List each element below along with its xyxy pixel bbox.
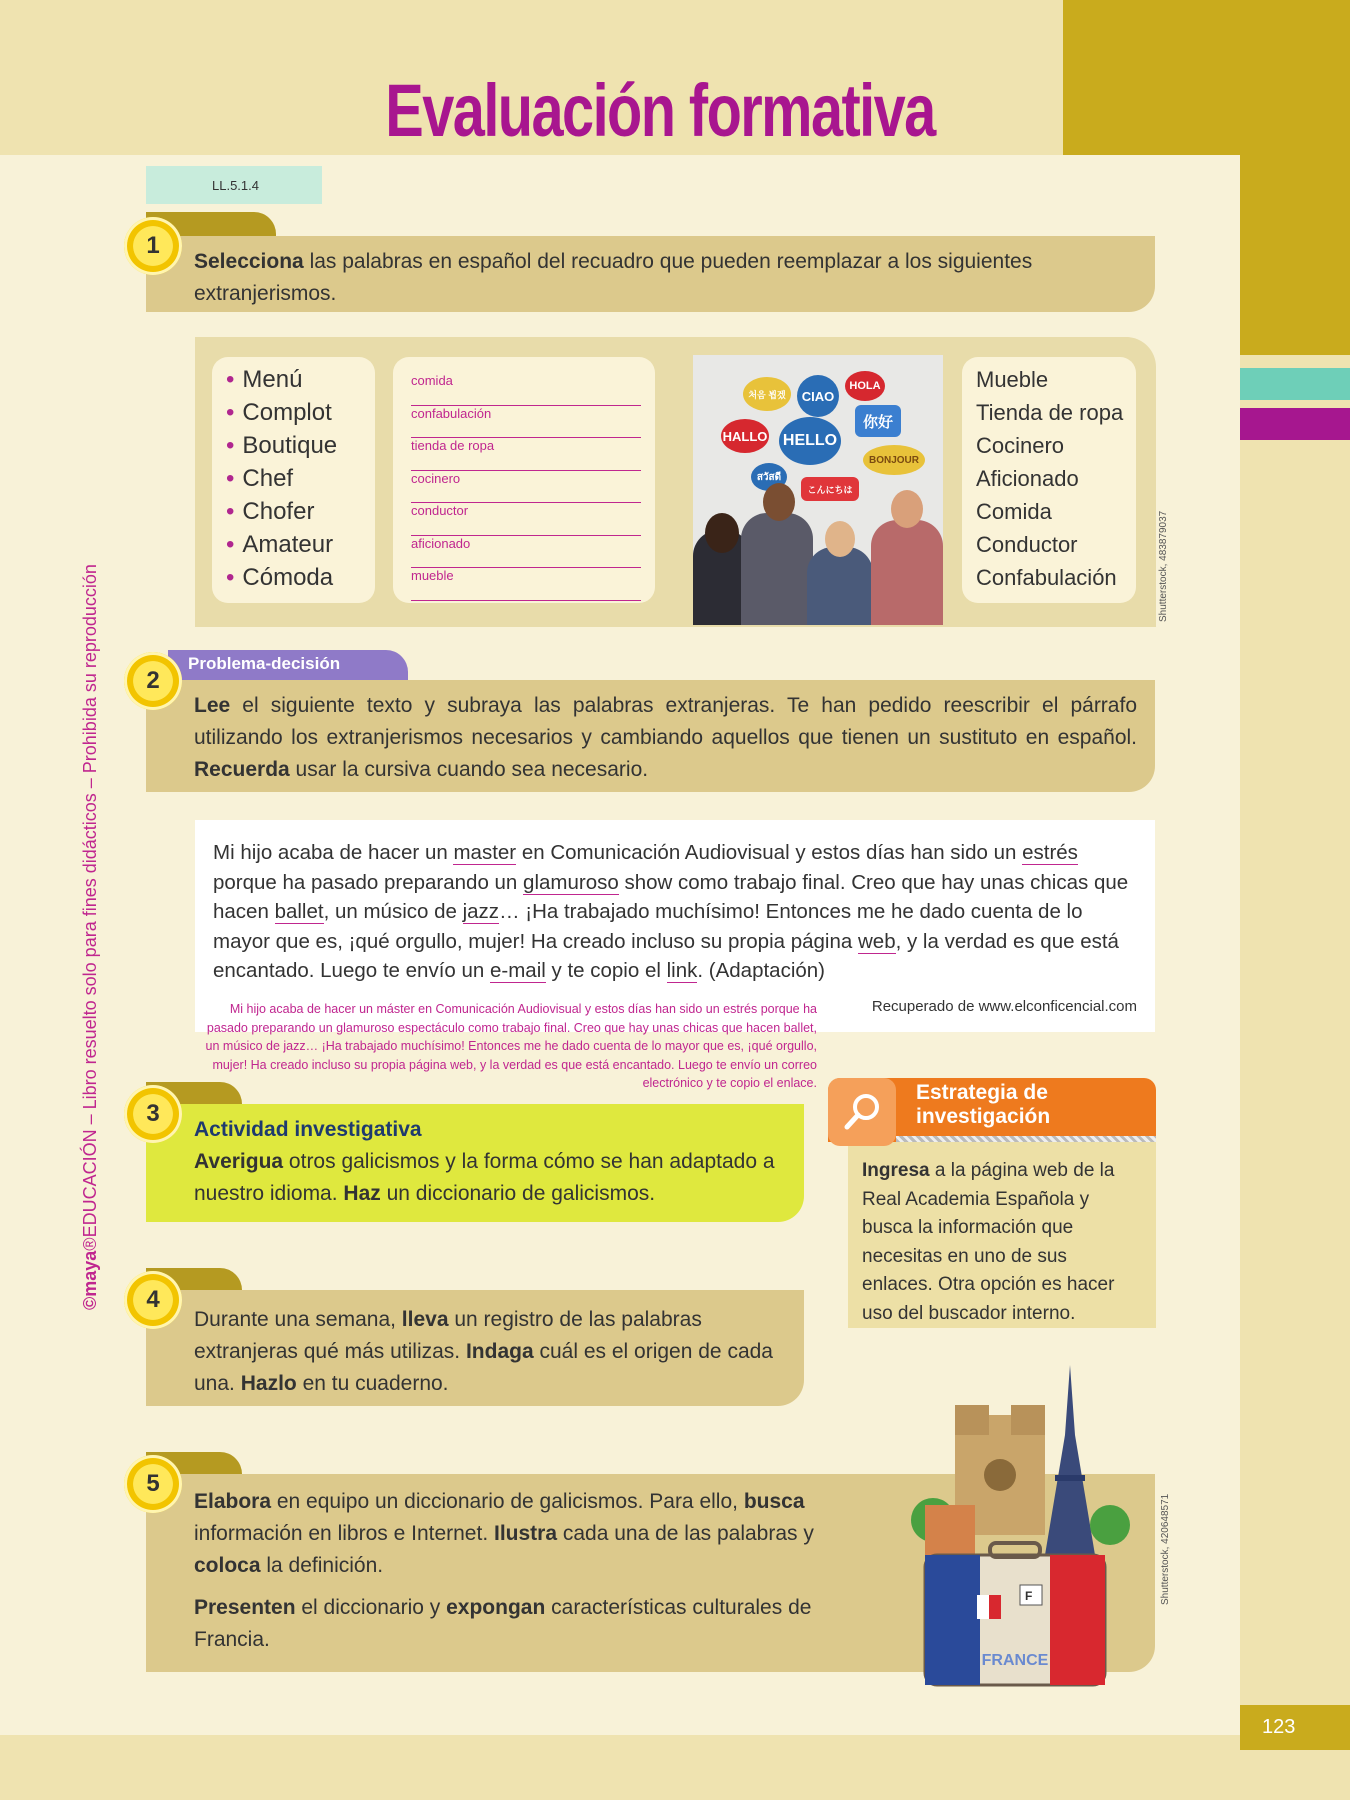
foreign-word: ballet [274,900,324,923]
people-photo [693,355,943,625]
suitcase-tag: F [1025,1589,1033,1603]
answer-line[interactable]: confabulación [411,406,641,439]
ex3-heading: Actividad investigativa [194,1118,422,1141]
person-head [891,490,923,528]
side-decoration [1240,155,1350,355]
answer-line[interactable]: cocinero [411,471,641,504]
magnifier-icon [828,1078,896,1146]
passage-text: Mi hijo acaba de hacer un master en Comunicación Audiovisual y estos días han sido un estrés porque ha pasado preparando un glamuroso show como trabajo final. Creo que hay unas chicas que hacen ballet, un músico de jazz… ¡Ha trabajado muchísimo! Entonces me he dado cuenta de lo mayor que es, ¡qué orgullo, mujer! Ha creado incluso su propia página web, y la verdad es que está encantado. Luego te envío un e-mail y te copio el link. (Adaptación) [213,841,1129,982]
speech-bubble: สวัสดี [751,463,787,491]
speech-bubble: 처음 뵙겠 [743,377,791,411]
answer-line[interactable]: tienda de ropa [411,438,641,471]
footer-band [0,1735,1350,1800]
person-head [763,483,795,521]
passage-source: Recuperado de www.elconficencial.com [871,998,1137,1015]
brand-logo-text: ©maya [80,1250,100,1310]
ex3-number: 3 [124,1085,182,1143]
page-number: 123 [1240,1705,1350,1750]
strategy-box: Ingresa a la página web de la Real Academia Española y busca la información que necesitas en uno de sus enlaces. Otra opción es hacer uso del buscador interno. [848,1115,1156,1328]
suitcase-label: FRANCE [981,1652,1049,1669]
list-item: • Boutique [226,429,375,462]
spanish-options [962,357,1136,603]
foreign-word: e-mail [489,959,546,982]
answer-line[interactable]: aficionado [411,536,641,569]
option-word: Tienda de ropa [976,400,1124,425]
person-head [825,521,855,557]
option-word: Mueble [976,367,1049,392]
speech-bubble: CIAO [797,375,839,417]
france-suitcase-illustration [905,1355,1135,1695]
answer-line[interactable]: mueble [411,568,641,601]
foreign-word: glamuroso [523,870,619,894]
person-figure [741,513,813,625]
option-word: Cocinero [976,433,1065,458]
speech-bubble: HOLA [845,371,885,401]
list-item: • Chofer [226,495,375,528]
foreign-word: master [453,841,517,864]
margin-strip [1240,355,1350,1735]
speech-bubble: HELLO [779,417,841,465]
list-item: • Chef [226,462,375,495]
problem-decision-tag: Problema-decisión [168,650,408,680]
speech-bubble: BONJOUR [863,445,925,475]
list-item: • Cómoda [226,561,375,594]
list-item: • Amateur [226,528,375,561]
copyright-vertical: ©maya®EDUCACIÓN – Libro resuelto solo para fines didácticos – Prohibida su reproducción [80,564,100,1310]
foreign-words-list [212,357,375,603]
ex1-instruction: Selecciona las palabras en español del recuadro que pueden reemplazar a los siguientes extranjerismos. [146,236,1155,312]
rewritten-answer: Mi hijo acaba de hacer un máster en Comunicación Audiovisual y estos días han sido un estrés porque ha pasado preparando un glamuroso espectáculo como trabajo final. Creo que hay unas chicas que hacen ballet, un músico de jazz… ¡Ha trabajado muchísimo! Entonces me he dado cuenta de lo mayor que es, ¡qué orgullo, mujer! Ha creado incluso su propia página web, y la verdad es que está encantado. Luego te envío un correo electrónico y te copio el enlace. [205,1002,817,1090]
speech-bubble: こんにちは [801,477,859,501]
answer-line[interactable]: comida [411,373,641,406]
ex5-number: 5 [124,1455,182,1513]
ex4-number: 4 [124,1271,182,1329]
page-title: Evaluación formativa [385,69,935,152]
option-word: Confabulación [976,565,1117,590]
foreign-word: estrés [1022,841,1078,864]
ex5-instruction: Elabora en equipo un diccionario de galicismos. Para ello, busca información en libros e Internet. Ilustra cada una de las palabras y coloca la definición. Presenten el diccionario y expongan características culturales de Francia. [146,1474,1155,1672]
option-word: Aficionado [976,466,1079,491]
ex3-instruction: Actividad investigativa Averigua otros galicismos y la forma cómo se han adaptado a nuestro idioma. Haz un diccionario de galicismos. [146,1104,804,1222]
list-item: • Complot [226,396,375,429]
teal-bar [1240,368,1350,400]
strategy-title: Estrategia de investigación [828,1078,1156,1142]
photo-credit: Shutterstock, 483879037 [1158,510,1169,622]
foreign-word: jazz [462,900,500,923]
strategy-stripe [896,1136,1156,1142]
skill-code: LL.5.1.4 [146,166,322,204]
list-item: • Menú [226,363,375,396]
illustration-credit: Shutterstock, 420648571 [1160,1493,1171,1605]
foreign-word: web [857,929,896,953]
person-figure [807,547,873,625]
option-word: Conductor [976,532,1078,557]
person-head [705,513,739,553]
ex2-instruction: Lee el siguiente texto y subraya las palabras extranjeras. Te han pedido reescribir el párrafo utilizando los extranjerismos necesarios y cambiando aquellos que tienen un sustituto en español. Recuerda usar la cursiva cuando sea necesario. [146,680,1155,792]
speech-bubble: 你好 [855,405,901,437]
ex1-number: 1 [124,217,182,275]
foreign-word: link [666,959,698,982]
option-word: Comida [976,499,1052,524]
ex2-number: 2 [124,652,182,710]
speech-bubble: HALLO [721,419,769,453]
magenta-bar [1240,408,1350,440]
ex4-instruction: Durante una semana, lleva un registro de las palabras extranjeras qué más utilizas. Indaga cuál es el origen de cada una. Hazlo en tu cuaderno. [146,1290,804,1406]
person-figure [871,520,943,625]
answer-lines [393,357,655,603]
answer-line[interactable]: conductor [411,503,641,536]
